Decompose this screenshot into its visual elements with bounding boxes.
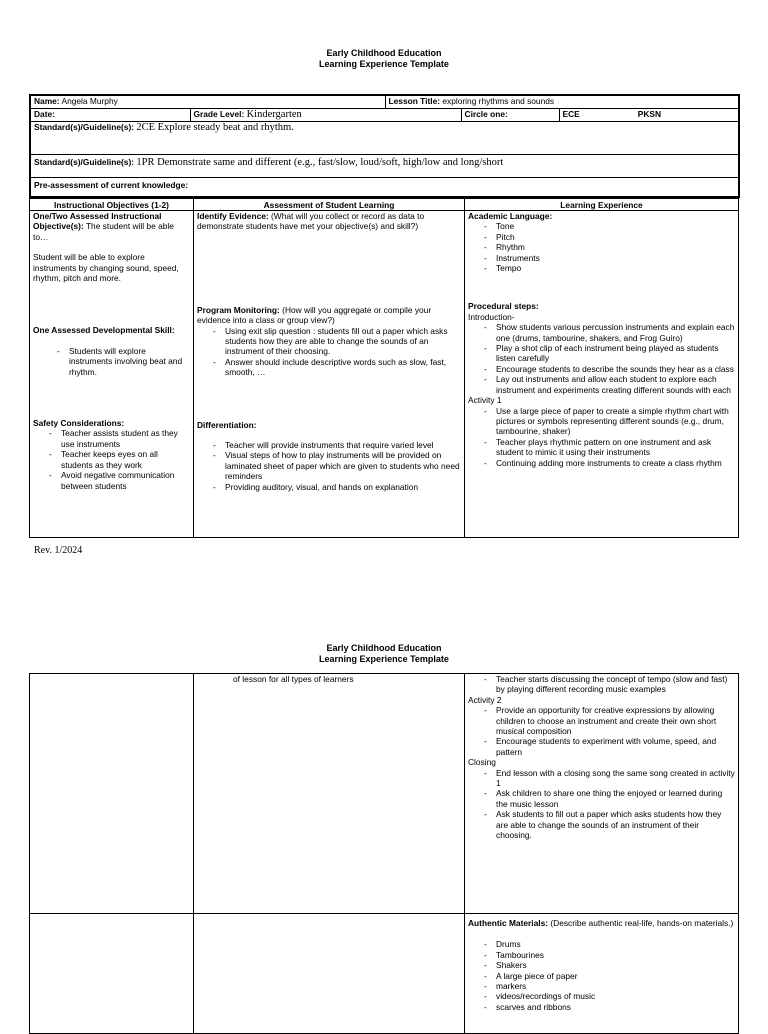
page-header xyxy=(0,48,768,70)
col-objectives-header: Instructional Objectives (1-2) xyxy=(30,199,194,211)
standard-2-cell xyxy=(30,155,739,178)
text-field: Date: xyxy=(34,109,55,119)
list-item: - Pitch xyxy=(468,232,735,242)
list-item: - Teacher assists student as they use instruments xyxy=(33,428,190,449)
list-item: - Encourage students to experiment with volume, speed, and pattern xyxy=(468,736,735,757)
list-item: - End lesson with a closing song the same song created in activity 1 xyxy=(468,768,735,789)
revision-note: Rev. 1/2024 xyxy=(34,545,83,556)
circle-options-cell xyxy=(559,109,739,122)
learning-cell xyxy=(465,211,739,538)
list-item: - Lay out instruments and allow each student to explore each instrument and experiments creating different sounds with each xyxy=(468,374,735,395)
list-item: - Tone xyxy=(468,221,735,231)
list-item: - Show students various percussion instruments and explain each one (drums, tambourine, shakers, and Frog Guiro) xyxy=(468,322,735,343)
preassessment-cell xyxy=(30,178,739,198)
text-field: Standard(s)/Guideline(s): xyxy=(34,122,135,132)
text-field: Angela Murphy xyxy=(61,96,118,106)
list-item: - Instruments xyxy=(468,253,735,263)
list-item: - Visual steps of how to play instruments will be provided on laminated sheet of paper which are given to students who need reminders xyxy=(197,450,461,481)
list-item: - Teacher keeps eyes on all students as they work xyxy=(33,449,190,470)
text-field: Grade Level: xyxy=(193,109,245,119)
list-item: - Provide an opportunity for creative expressions by allowing children to choose an instrument and create their own short musical composition xyxy=(468,705,735,736)
text-field: Standard(s)/Guideline(s): xyxy=(34,157,135,167)
text-field: Student will be able to explore instruments by changing sound, speed, rhythm, pitch and more. xyxy=(33,252,179,284)
list-item: - Using exit slip question : students fill out a paper which asks students how they are able to change the sounds of an instrument of their choosing. xyxy=(197,326,461,357)
text-field: (How will you aggregate or compile your evidence into a class or group view?) xyxy=(197,304,432,326)
assessment-cell xyxy=(194,211,465,538)
list-item: - Continuing adding more instruments to create a class rhythm xyxy=(468,458,735,468)
list-item: - Drums xyxy=(468,939,735,949)
list-item: - Answer should include descriptive words such as slow, fast, smooth, … xyxy=(197,357,461,378)
list-item: - Shakers xyxy=(468,960,735,970)
text-field: (What will you collect or record as data to demonstrate students have met your objective(s) and skill?) xyxy=(197,211,425,232)
text-field: Activity 1 xyxy=(468,395,502,406)
text-field: One/Two Assessed Instructional Objective(s): xyxy=(33,211,162,232)
objectives-cell xyxy=(30,211,194,538)
text-field: Lesson Title: xyxy=(388,96,441,106)
list-item: - Tambourines xyxy=(468,950,735,960)
list-item: - Use a large piece of paper to create a simple rhythm chart with pictures or symbols representing different sounds (e.g., drum, tambourine, shaker) xyxy=(468,406,735,437)
header-line-1: Early Childhood Education xyxy=(326,643,442,653)
list-item: - Students will explore instruments involving beat and rhythm. xyxy=(41,346,190,377)
text-field: exploring rhythms and sounds xyxy=(442,96,555,106)
text-field: Kindergarten xyxy=(246,109,302,120)
assessment-cell-cont xyxy=(194,674,465,914)
list-item: - Ask students to fill out a paper which asks students how they are able to change the sounds of an instrument of their choosing. xyxy=(468,809,735,840)
text-field: (Describe authentic real-life, hands-on materials.) xyxy=(550,918,734,928)
text-field: The student will be able to… xyxy=(33,221,174,242)
lesson-table-p1 xyxy=(29,198,739,538)
text-field: Circle one: xyxy=(464,109,508,119)
objectives-cell-cont-2 xyxy=(30,914,194,1034)
col-assessment-header: Assessment of Student Learning xyxy=(194,199,465,211)
list-item: - Teacher plays rhythmic pattern on one instrument and ask student to mimic it using their instruments xyxy=(468,437,735,458)
text-field: Introduction- xyxy=(468,311,515,322)
text-field: Program Monitoring: xyxy=(197,304,280,315)
standard-1-cell xyxy=(30,122,739,155)
assessment-cell-cont-2 xyxy=(194,914,465,1034)
header-line-2: Learning Experience Template xyxy=(319,59,449,69)
text-field: Activity 2 xyxy=(468,694,502,705)
text-field: Differentiation: xyxy=(197,419,257,430)
text-field: Name: xyxy=(34,96,60,106)
list-item: - Rhythm xyxy=(468,242,735,252)
list-item: - Ask children to share one thing the enjoyed or learned during the music lesson xyxy=(468,788,735,809)
info-table xyxy=(29,94,740,198)
name-cell xyxy=(30,95,385,109)
text-field: ECE xyxy=(562,109,580,119)
list-item: - scarves and ribbons xyxy=(468,1002,735,1012)
text-field: 1PR Demonstrate same and different (e.g., fast/slow, loud/soft, high/low and long/short xyxy=(136,157,504,168)
objectives-cell-cont xyxy=(30,674,194,914)
list-item: - markers xyxy=(468,981,735,991)
text-field: Pre-assessment of current knowledge: xyxy=(34,180,189,190)
text-field: 2CE Explore steady beat and rhythm. xyxy=(136,122,294,133)
list-item: - Tempo xyxy=(468,263,735,273)
grade-cell xyxy=(190,109,461,122)
text-field: One Assessed Developmental Skill: xyxy=(33,325,175,336)
list-item: - A large piece of paper xyxy=(468,971,735,981)
list-item: - Play a shot clip of each instrument being played as students listen carefully xyxy=(468,343,735,364)
list-item: - Teacher will provide instruments that require varied level xyxy=(197,440,461,450)
text-field: Identify Evidence: xyxy=(197,211,269,221)
materials-cell xyxy=(465,914,739,1034)
header-line-2: Learning Experience Template xyxy=(319,654,449,664)
list-item: - Encourage students to describe the sounds they hear as a class xyxy=(468,364,735,374)
lesson-title-cell xyxy=(385,95,739,109)
date-cell xyxy=(30,109,190,122)
text-field: PKSN xyxy=(637,109,662,119)
list-item: - Providing auditory, visual, and hands on explanation xyxy=(197,482,461,492)
list-item: - Avoid negative communication between students xyxy=(33,470,190,491)
list-item: - videos/recordings of music xyxy=(468,991,735,1001)
text-field: Procedural steps: xyxy=(468,301,539,312)
text-field: of lesson for all types of learners xyxy=(233,674,354,684)
text-field: Safety Considerations: xyxy=(33,418,125,429)
header-line-1: Early Childhood Education xyxy=(326,48,442,58)
list-item: - Teacher starts discussing the concept of tempo (slow and fast) by playing different recording music examples xyxy=(468,674,735,695)
text-field: Authentic Materials: xyxy=(468,918,549,928)
lesson-table-p2 xyxy=(29,673,739,1034)
col-learning-header: Learning Experience xyxy=(465,199,739,211)
circle-label-cell xyxy=(461,109,559,122)
learning-cell-cont xyxy=(465,674,739,914)
page-header-2 xyxy=(0,643,768,665)
text-field: Closing xyxy=(468,757,496,768)
text-field: Academic Language: xyxy=(468,211,553,221)
